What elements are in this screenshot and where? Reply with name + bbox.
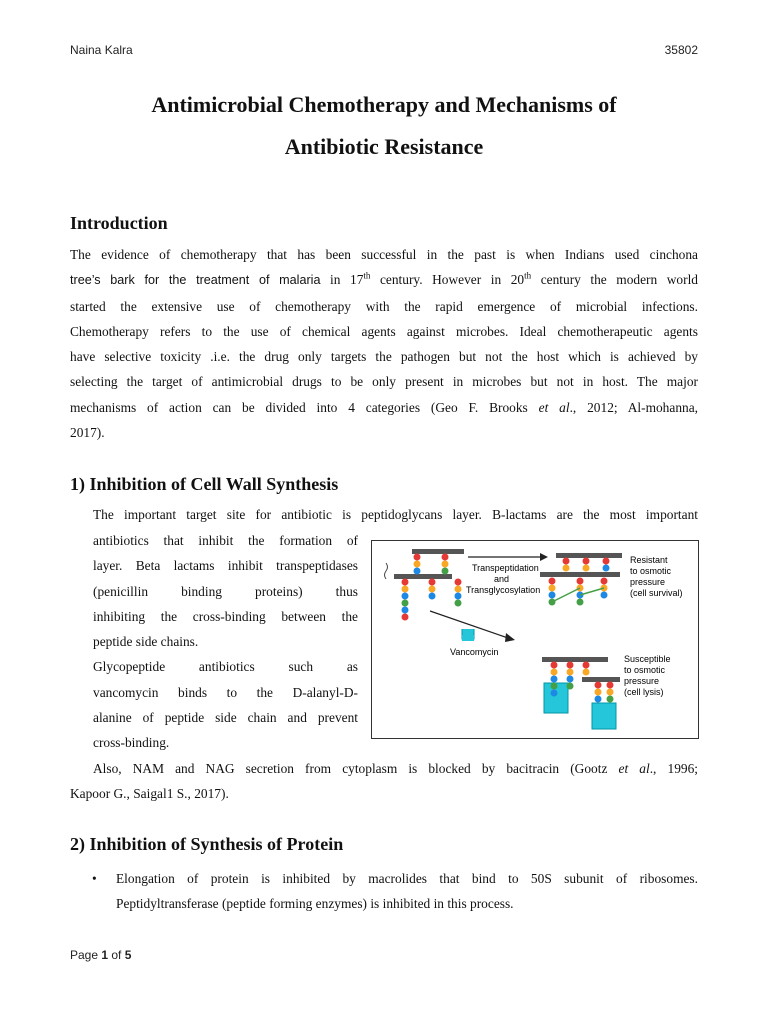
intro-line-text: in 17 (320, 272, 364, 288)
footer-page-total: 5 (124, 948, 132, 962)
bullet-line: Elongation of protein is inhibited by macrolides that bind to 50S subunit of ribosomes. (116, 871, 698, 886)
section1-paragraph-also (93, 756, 698, 781)
page-footer (70, 948, 131, 962)
strand-group-bottom (542, 657, 620, 729)
section1-side-text (93, 528, 358, 756)
intro-heading: Introduction (70, 213, 168, 233)
intro-line-text: century. However in 20 (370, 272, 525, 288)
superscript: th (363, 270, 371, 281)
footer-page-number: 1 (101, 948, 109, 962)
header-id: 35802 (664, 43, 698, 57)
title-line-1: Antimicrobial Chemotherapy and Mechanisms of (151, 92, 617, 117)
footer-page-word: Page (70, 948, 102, 962)
strand-group-left (385, 549, 465, 621)
label-vancomycin: Vancomycin (450, 647, 499, 657)
intro-line: 2017). (70, 425, 105, 441)
intro-line: The evidence of chemotherapy that has been successful in the past is when Indians used cinchona (70, 247, 698, 262)
cell-wall-figure (371, 540, 699, 739)
citation-et-al: et al (538, 399, 570, 415)
intro-line-text: mechanisms of action can be divided into 4 categories (Geo F. Brooks (70, 399, 539, 415)
citation-et-al: et al (618, 761, 650, 776)
label-transpeptidation: Transpeptidation (472, 563, 539, 573)
side-line: cross-binding. (93, 735, 170, 751)
intro-line-text: ., 2012; Al-mohanna, (569, 399, 698, 415)
label-susceptible-2: to osmotic (624, 665, 666, 675)
side-line: (penicillin binding proteins) thus (93, 583, 358, 599)
bullet-line: Peptidyltransferase (peptide forming enzymes) is inhibited in this process. (116, 896, 514, 912)
cell-wall-diagram (372, 541, 698, 738)
label-resistant-4: (cell survival) (630, 588, 683, 598)
label-resistant-2: to osmotic (630, 566, 672, 576)
section1-line: Kapoor G., Saigal1 S., 2017). (70, 786, 229, 801)
intro-line (70, 267, 698, 293)
section1-line-text: Also, NAM and NAG secretion from cytoplasm is blocked by bacitracin (Gootz (93, 761, 619, 776)
intro-line: started the extensive use of chemotherapy with the rapid emergence of microbial infections. (70, 298, 698, 314)
section1-line: The important target site for antibiotic is peptidoglycans layer. B-lactams are the most important (93, 507, 698, 522)
section1-line (93, 756, 698, 781)
intro-paragraph (70, 242, 698, 445)
side-line: vancomycin binds to the D-alanyl-D- (93, 684, 358, 700)
label-resistant: Resistant (630, 555, 668, 565)
label-susceptible: Susceptible (624, 654, 671, 664)
section2-heading: 2) Inhibition of Synthesis of Protein (70, 834, 344, 854)
bullet-text (116, 866, 698, 917)
side-line: antibiotics that inhibit the formation of (93, 533, 358, 548)
intro-line: selecting the target of antimicrobial drugs to be only present in microbes but not in host. The major (70, 374, 698, 390)
label-resistant-3: pressure (630, 577, 666, 587)
section1-paragraph-also-2 (70, 781, 698, 806)
side-line: alanine of peptide side chain and prevent (93, 710, 358, 726)
intro-line: Chemotherapy refers to the use of chemical agents against microbes. Ideal chemotherapeutic agents (70, 323, 698, 339)
section1-line-text: ., 1996; (649, 761, 698, 776)
intro-line (70, 395, 698, 420)
section1-paragraph-first (93, 502, 698, 527)
side-line: peptide side chains. (93, 634, 199, 650)
side-line: inhibiting the cross-binding between the (93, 608, 358, 624)
label-transglycosylation: Transglycosylation (466, 585, 541, 595)
label-susceptible-3: pressure (624, 676, 660, 686)
bullet-icon: • (92, 871, 97, 886)
side-line: Glycopeptide antibiotics such as (93, 659, 358, 675)
label-and: and (494, 574, 510, 584)
header-author: Naina Kalra (70, 43, 133, 57)
intro-line-text: century the modern world (531, 272, 698, 288)
page-title (60, 84, 708, 168)
superscript: th (524, 270, 532, 281)
footer-of-word: of (108, 948, 125, 962)
label-susceptible-4: (cell lysis) (624, 687, 664, 697)
strand-group-right (540, 553, 622, 606)
intro-line-calibri: tree’s bark for the treatment of malaria (70, 273, 321, 288)
title-line-2: Antibiotic Resistance (284, 134, 484, 159)
intro-line: have selective toxicity .i.e. the drug only targets the pathogen but not the host which is achieved by (70, 349, 698, 365)
section1-heading: 1) Inhibition of Cell Wall Synthesis (70, 474, 339, 494)
side-line: layer. Beta lactams inhibit transpeptidases (93, 558, 358, 574)
